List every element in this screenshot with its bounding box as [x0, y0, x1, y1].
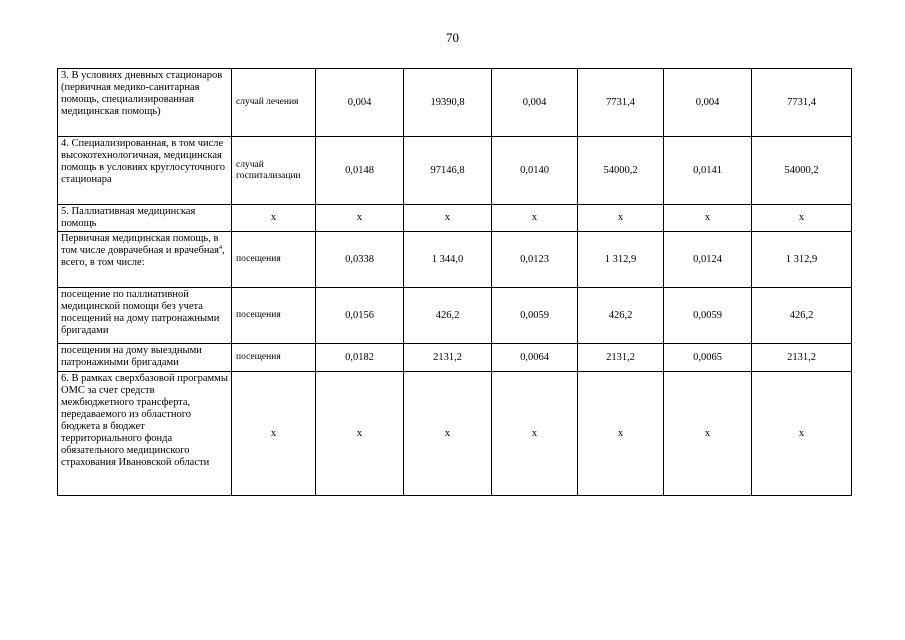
- unit-cell: х: [232, 205, 316, 232]
- value-cell: 2131,2: [752, 344, 852, 372]
- value-cell: х: [664, 372, 752, 496]
- value-cell: 54000,2: [752, 137, 852, 205]
- unit-cell: х: [232, 372, 316, 496]
- value-cell: 426,2: [752, 288, 852, 344]
- value-cell: х: [664, 205, 752, 232]
- value-cell: 97146,8: [404, 137, 492, 205]
- row-name-cell: посещения на дому выездными патронажными бригадами: [58, 344, 232, 372]
- value-cell: 0,0059: [664, 288, 752, 344]
- value-cell: 0,0141: [664, 137, 752, 205]
- unit-cell: посещения: [232, 232, 316, 288]
- table-row: [58, 288, 852, 344]
- footnote-marker: 4: [219, 245, 222, 251]
- value-cell: 0,0148: [316, 137, 404, 205]
- value-cell: х: [404, 205, 492, 232]
- value-cell: 0,0065: [664, 344, 752, 372]
- row-name-cell: посещение по паллиативной медицинской помощи без учета посещений на дому патронажными бригадами: [58, 288, 232, 344]
- row-name-text: Первичная медицинская помощь, в том числе доврачебная и врачебная: [61, 233, 219, 256]
- unit-cell: случай лечения: [232, 69, 316, 137]
- value-cell: 2131,2: [404, 344, 492, 372]
- value-cell: 0,0124: [664, 232, 752, 288]
- page-number: 70: [446, 30, 459, 45]
- value-cell: х: [404, 372, 492, 496]
- value-cell: 7731,4: [752, 69, 852, 137]
- value-cell: х: [492, 372, 578, 496]
- value-cell: 426,2: [404, 288, 492, 344]
- value-cell: 0,0059: [492, 288, 578, 344]
- value-cell: х: [578, 205, 664, 232]
- row-name-cell: 3. В условиях дневных стационаров (первичная медико-санитарная помощь, специализированная медицинская помощь): [58, 69, 232, 137]
- value-cell: х: [752, 372, 852, 496]
- row-name-text-tail: , всего, в том числе:: [61, 245, 225, 268]
- value-cell: 1 312,9: [752, 232, 852, 288]
- table-row: [58, 344, 852, 372]
- unit-cell: случай госпитализации: [232, 137, 316, 205]
- table-row: [58, 137, 852, 205]
- value-cell: 7731,4: [578, 69, 664, 137]
- table-row: [58, 372, 852, 496]
- value-cell: 0,0338: [316, 232, 404, 288]
- value-cell: 2131,2: [578, 344, 664, 372]
- unit-cell: посещения: [232, 288, 316, 344]
- value-cell: 54000,2: [578, 137, 664, 205]
- value-cell: 0,0182: [316, 344, 404, 372]
- value-cell: х: [316, 205, 404, 232]
- value-cell: х: [492, 205, 578, 232]
- unit-cell: посещения: [232, 344, 316, 372]
- value-cell: 0,0140: [492, 137, 578, 205]
- table-row: [58, 232, 852, 288]
- value-cell: 0,004: [316, 69, 404, 137]
- row-name-cell: 5. Паллиативная медицинская помощь: [58, 205, 232, 232]
- value-cell: 426,2: [578, 288, 664, 344]
- value-cell: х: [752, 205, 852, 232]
- value-cell: 0,004: [492, 69, 578, 137]
- row-name-cell: 6. В рамках сверхбазовой программы ОМС за счет средств межбюджетного трансферта, передаваемого из областного бюджета в бюджет территориального фонда обязательного медицинского страхования Ивановской области: [58, 372, 232, 496]
- value-cell: 0,0156: [316, 288, 404, 344]
- value-cell: 0,004: [664, 69, 752, 137]
- row-name-cell: [58, 232, 232, 288]
- data-table: [57, 68, 852, 496]
- value-cell: х: [578, 372, 664, 496]
- value-cell: 1 312,9: [578, 232, 664, 288]
- value-cell: х: [316, 372, 404, 496]
- value-cell: 0,0123: [492, 232, 578, 288]
- table-row: [58, 205, 852, 232]
- value-cell: 0,0064: [492, 344, 578, 372]
- value-cell: 1 344,0: [404, 232, 492, 288]
- table-row: [58, 69, 852, 137]
- value-cell: 19390,8: [404, 69, 492, 137]
- row-name-cell: 4. Специализированная, в том числе высокотехнологичная, медицинская помощь в условиях круглосуточного стационара: [58, 137, 232, 205]
